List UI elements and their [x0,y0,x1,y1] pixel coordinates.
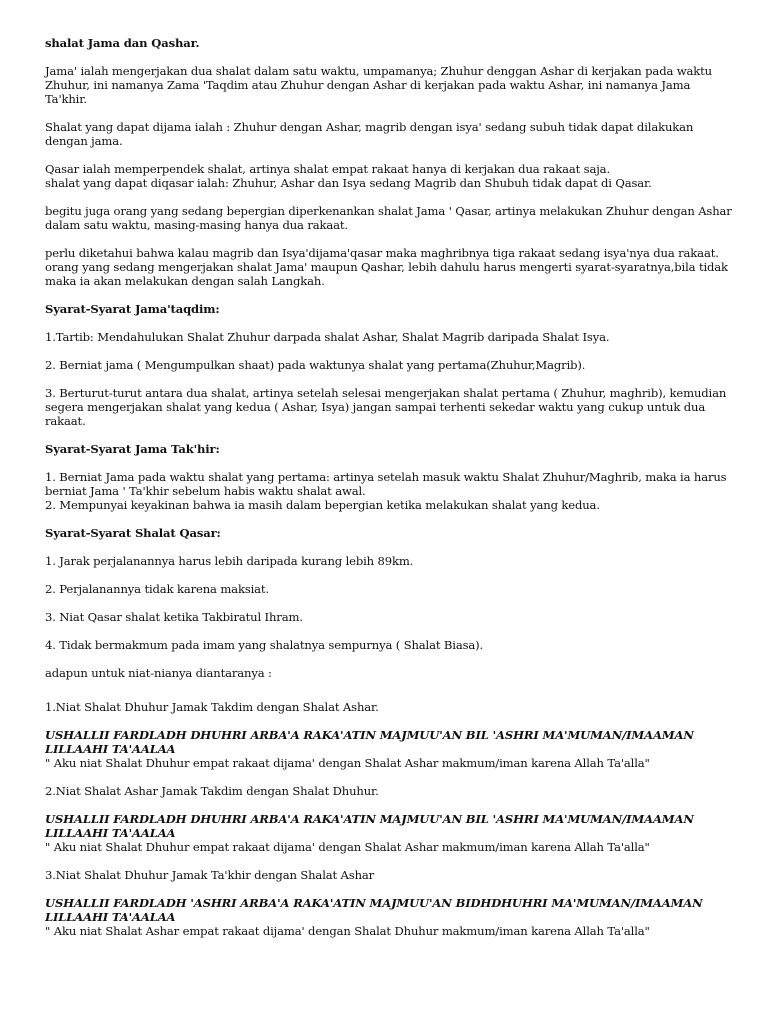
niat-2-title: 2.Niat Shalat Ashar Jamak Takdim dengan Shalat Dhuhur. [45,784,379,798]
taqdim-item-1: 1.Tartib: Mendahulukan Shalat Zhuhur darpada shalat Ashar, Shalat Magrib daripada Shalat Isya. [45,330,610,344]
heading-jama-takhir: Syarat-Syarat Jama Tak'hir: [45,442,220,456]
niat-1-arabic: USHALLII FARDLADH DHUHRI ARBA'A RAKA'ATIN MAJMUU'AN BIL 'ASHRI MA'MUMAN/IMAAMAN LILLAAHI TA'AALAA [45,728,694,756]
qasar-item-2: 2. Perjalanannya tidak karena maksiat. [45,582,269,596]
paragraph-perlu-diketahui: perlu diketahui bahwa kalau magrib dan Isya'dijama'qasar maka maghribnya tiga rakaat sedang isya'nya dua rakaat. [45,246,719,260]
taqdim-item-3: 3. Berturut-turut antara dua shalat, artinya setelah selesai mengerjakan shalat pertama ( Zhuhur, maghrib), kemudian segera mengerjakan shalat yang kedua ( Ashar, Isya) jangan sampai terhenti sekedar waktu yang cukup untuk dua rakaat. [45,386,727,428]
paragraph-qasar-definition: Qasar ialah memperpendek shalat, artinya shalat empat rakaat hanya di kerjakan dua rakaat saja. [45,162,610,176]
niat-3-arabic: USHALLII FARDLADH 'ASHRI ARBA'A RAKA'ATIN MAJMUU'AN BIDHDHUHRI MA'MUMAN/IMAAMAN LILLAAHI TA'AALAA [45,896,703,924]
niat-2-meaning: " Aku niat Shalat Dhuhur empat rakaat dijama' dengan Shalat Ashar makmum/iman karena Allah Ta'alla" [45,840,650,854]
niat-1-title: 1.Niat Shalat Dhuhur Jamak Takdim dengan Shalat Ashar. [45,700,379,714]
qasar-item-1: 1. Jarak perjalanannya harus lebih daripada kurang lebih 89km. [45,554,414,568]
niat-2-arabic: USHALLII FARDLADH DHUHRI ARBA'A RAKA'ATIN MAJMUU'AN BIL 'ASHRI MA'MUMAN/IMAAMAN LILLAAHI TA'AALAA [45,812,694,840]
niat-3-title: 3.Niat Shalat Dhuhur Jamak Ta'khir dengan Shalat Ashar [45,868,375,882]
taqdim-item-2: 2. Berniat jama ( Mengumpulkan shaat) pada waktunya shalat yang pertama(Zhuhur,Magrib). [45,358,586,372]
niat-3-meaning: " Aku niat Shalat Ashar empat rakaat dijama' dengan Shalat Dhuhur makmum/iman karena Allah Ta'alla" [45,924,650,938]
paragraph-jama-definition: Jama' ialah mengerjakan dua shalat dalam satu waktu, umpamanya; Zhuhur denggan Ashar di kerjakan pada waktu Zhuhur, ini namanya Zama 'Taqdim atau Zhuhur dengan Ashar di kerjakan pada waktu Ashar, ini namanya Jama Ta'khir. [45,64,713,106]
document-body [45,36,735,938]
niat-intro: adapun untuk niat-nianya diantaranya : [45,666,272,680]
heading-jama-taqdim: Syarat-Syarat Jama'taqdim: [45,302,220,316]
paragraph-shalat-dijama: Shalat yang dapat dijama ialah : Zhuhur dengan Ashar, magrib dengan isya' sedang subuh tidak dapat dilakukan dengan jama. [45,120,694,148]
qasar-item-3: 3. Niat Qasar shalat ketika Takbiratul Ihram. [45,610,303,624]
takhir-item-1: 1. Berniat Jama pada waktu shalat yang pertama: artinya setelah masuk waktu Shalat Zhuhur/Maghrib, maka ia harus berniat Jama ' Ta'khir sebelum habis waktu shalat awal. [45,470,727,498]
qasar-item-4: 4. Tidak bermakmum pada imam yang shalatnya sempurnya ( Shalat Biasa). [45,638,484,652]
document-title: shalat Jama dan Qashar. [45,36,200,50]
paragraph-syarat-harus: orang yang sedang mengerjakan shalat Jama' maupun Qashar, lebih dahulu harus mengerti syarat-syaratnya,bila tidak maka ia akan melakukan dengan salah Langkah. [45,260,728,288]
niat-1-meaning: " Aku niat Shalat Dhuhur empat rakaat dijama' dengan Shalat Ashar makmum/iman karena Allah Ta'alla" [45,756,650,770]
heading-shalat-qasar: Syarat-Syarat Shalat Qasar: [45,526,221,540]
paragraph-bepergian: begitu juga orang yang sedang bepergian diperkenankan shalat Jama ' Qasar, artinya melakukan Zhuhur dengan Ashar dalam satu waktu, masing-masing hanya dua rakaat. [45,204,732,232]
takhir-item-2: 2. Mempunyai keyakinan bahwa ia masih dalam bepergian ketika melakukan shalat yang kedua. [45,498,600,512]
paragraph-shalat-diqasar: shalat yang dapat diqasar ialah: Zhuhur, Ashar dan Isya sedang Magrib dan Shubuh tidak dapat di Qasar. [45,176,652,190]
